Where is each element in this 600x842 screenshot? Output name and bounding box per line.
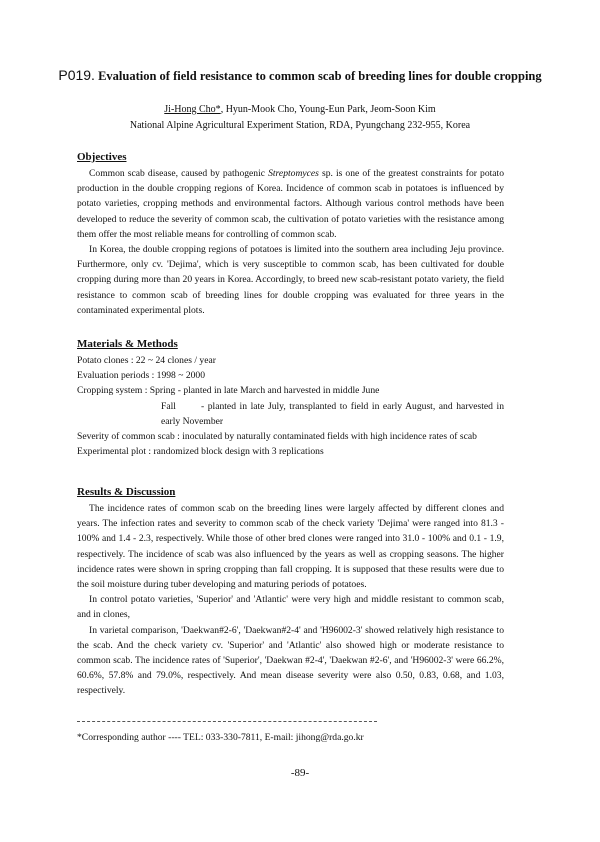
methods-section	[77, 337, 504, 459]
paper-title	[58, 66, 542, 85]
objectives-section	[77, 150, 504, 318]
corresponding-author-note: *Corresponding author ---- TEL: 033-330-7811, E-mail: jihong@rda.go.kr	[77, 732, 364, 743]
fall-text: - planted in late July, transplanted to field in early August, and harvested in early November	[161, 400, 504, 427]
footnote-divider	[77, 721, 377, 722]
title-text: Evaluation of field resistance to common scab of breeding lines for double cropping	[98, 69, 542, 83]
species-name: Streptomyces	[268, 168, 319, 179]
objectives-paragraph-2: In Korea, the double cropping regions of potatoes is limited into the southern area including Jeju province. Furthermore, only cv. 'Dejima', which is very susceptible to common scab, has been cultivated for double cropping during more than 20 years in Korea. Accordingly, to breed new scab-resistant potato variety, the field resistance to common scab of breeding lines for double cropping was evaluated for three years in the contaminated experimental plots.	[77, 244, 504, 316]
results-paragraph-1: The incidence rates of common scab on the breeding lines were largely affected by different clones and years. The infection rates and severity to common scab of the check variety 'Dejima' were ranged into 81.3 - 100% and 1.4 - 2.3, respectively. While those of other bred clones were ranged into 31.0 - 100% and 0.1 - 1.9, respectively. The incidence of scab was also influenced by the years as well as cropping seasons. The higher incidence rates were shown in spring cropping than fall cropping. It is supposed that these results were due to the soil moisture during tuber developing and maturing periods of potatoes.	[77, 503, 504, 591]
objectives-paragraph-1: Common scab disease, caused by pathogenic Streptomyces sp. is one of the greatest constraints for potato production in the double cropping regions of Korea. Incidence of common scab in potatoes is influenced by potato varieties, cropping methods and environmental factors. Although various control methods have been developed to reduce the severity of common scab, the cultivation of potato varieties with the resistance among them offer the most reliable means for controlling of common scab.	[77, 168, 504, 240]
page-number: -89-	[290, 767, 310, 779]
results-paragraph-2: In control potato varieties, 'Superior' and 'Atlantic' were very high and middle resistant to common scab, and in clones,	[77, 594, 504, 621]
clones-line: Potato clones : 22 ~ 24 clones / year	[77, 355, 216, 366]
author-list	[60, 103, 540, 117]
periods-line: Evaluation periods : 1998 ~ 2000	[77, 370, 206, 382]
cropping-fall-line	[161, 399, 504, 429]
co-authors: , Hyun-Mook Cho, Young-Eun Park, Jeom-Soon Kim	[220, 104, 436, 115]
fall-label: Fall	[161, 400, 176, 412]
results-section	[77, 485, 504, 699]
cropping-spring-line: Cropping system : Spring - planted in late March and harvested in middle June	[77, 385, 380, 397]
lead-author: Ji-Hong Cho*	[164, 104, 221, 115]
results-paragraph-3: In varietal comparison, 'Daekwan#2-6', 'Daekwan#2-4' and 'H96002-3' showed relatively high resistance to the scab. And the check variety cv. 'Superior' and 'Atlantic' also showed high or moderate resistance to common scab. The incidence rates of 'Superior', 'Daekwan #2-4', 'Daekwan #2-6', and 'H96002-3' were 66.2%, 60.6%, 57.8% and 79.0%, respectively. And mean disease severity were also 0.50, 0.83, 0.68, and 1.03, respectively.	[77, 624, 504, 697]
objectives-heading: Objectives	[77, 151, 127, 163]
results-heading: Results & Discussion	[77, 486, 176, 498]
methods-heading: Materials & Methods	[77, 338, 178, 350]
severity-line: Severity of common scab : inoculated by naturally contaminated fields with high incidence rates of scab	[77, 431, 477, 443]
abstract-code: P019.	[58, 67, 95, 83]
plot-line: Experimental plot : randomized block design with 3 replications	[77, 446, 324, 458]
affiliation: National Alpine Agricultural Experiment Station, RDA, Pyungchang 232-955, Korea	[129, 120, 471, 131]
